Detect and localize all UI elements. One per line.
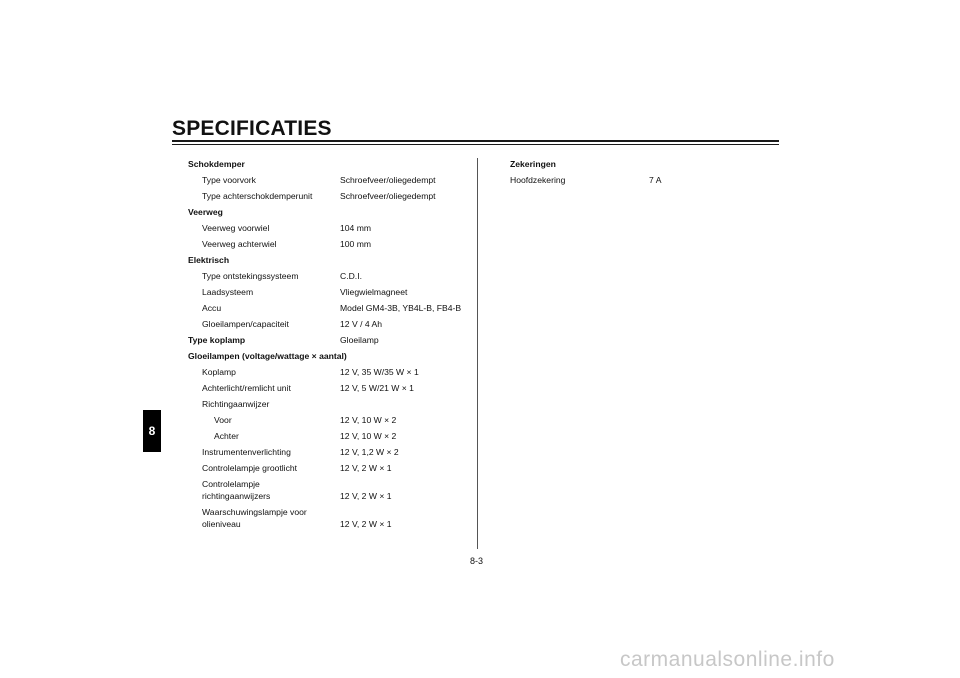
spec-value: Model GM4-3B, YB4L-B, FB4-B [340,303,462,313]
spec-row [188,428,472,444]
section-heading-label: Gloeilampen (voltage/wattage × aantal) [188,351,347,361]
spec-row [188,220,472,236]
spec-label-line: richtingaanwijzers [202,490,271,501]
spec-label: Type voorvork [202,175,256,185]
spec-value: 12 V, 1,2 W × 2 [340,447,399,457]
spec-value: 104 mm [340,223,372,233]
spec-row [188,380,472,396]
spec-value: 12 V / 4 Ah [340,319,383,329]
spec-label-line: olieniveau [202,518,241,529]
spec-value: 12 V, 35 W/35 W × 1 [340,367,419,377]
spec-label: Achter [214,431,239,441]
spec-label: Richtingaanwijzer [202,399,270,409]
spec-label-line: Controlelampje [202,479,260,489]
title-rule-thick [172,140,779,142]
section-heading-gloeilampen [188,348,472,364]
spec-row [188,364,472,380]
spec-row [188,300,472,316]
spec-label: Veerweg voorwiel [202,223,270,233]
spec-row [188,504,472,532]
section-heading-label: Type koplamp [188,335,246,345]
spec-label: Hoofdzekering [510,175,566,185]
spec-label: Accu [202,303,222,313]
spec-label: Type achterschokdemperunit [202,191,313,201]
spec-label-multiline [202,479,270,502]
spec-row [188,444,472,460]
section-heading-label: Schokdemper [188,159,245,169]
watermark: carmanualsonline.info [620,648,835,671]
spec-value: Gloeilamp [340,335,379,345]
section-heading-koplamp [188,332,472,348]
spec-label: Gloeilampen/capaciteit [202,319,289,329]
section-heading-veerweg [188,204,472,220]
spec-label-line: Waarschuwingslampje voor [202,507,307,517]
title-rule-thin [172,144,779,145]
spec-label-multiline [202,507,307,530]
spec-value: Schroefveer/oliegedempt [340,191,436,201]
section-heading-zekeringen [496,156,756,172]
spec-value: C.D.I. [340,271,362,281]
page-number: 8-3 [470,556,484,566]
spec-row [188,412,472,428]
section-heading-label: Veerweg [188,207,223,217]
page-title: SPECIFICATIES [172,117,332,140]
section-heading-elektrisch [188,252,472,268]
spec-value: 12 V, 2 W × 1 [340,490,392,501]
spec-row [188,188,472,204]
spec-row [496,172,756,188]
left-column [188,156,472,532]
right-column [496,156,756,188]
spec-value: 12 V, 10 W × 2 [340,431,397,441]
spec-row [188,268,472,284]
spec-label: Instrumentenverlichting [202,447,291,457]
spec-value: 12 V, 10 W × 2 [340,415,397,425]
spec-value: 12 V, 5 W/21 W × 1 [340,383,414,393]
spec-row [188,476,472,504]
spec-value: 12 V, 2 W × 1 [340,518,392,529]
spec-value: 12 V, 2 W × 1 [340,463,392,473]
section-heading-schokdemper [188,156,472,172]
spec-row [188,172,472,188]
spec-label: Controlelampje grootlicht [202,463,298,473]
section-heading-label: Elektrisch [188,255,230,265]
spec-value: 100 mm [340,239,372,249]
spec-label: Koplamp [202,367,236,377]
spec-value: 7 A [649,175,662,185]
spec-label: Achterlicht/remlicht unit [202,383,291,393]
spec-row [188,316,472,332]
column-divider [477,158,478,549]
spec-label: Laadsysteem [202,287,254,297]
spec-value: Vliegwielmagneet [340,287,408,297]
section-heading-label: Zekeringen [510,159,556,169]
spec-row [188,284,472,300]
chapter-tab: 8 [143,410,161,452]
spec-label: Type ontstekingssysteem [202,271,299,281]
spec-row [188,236,472,252]
spec-row [188,396,472,412]
spec-label: Voor [214,415,232,425]
spec-label: Veerweg achterwiel [202,239,277,249]
spec-row [188,460,472,476]
spec-value: Schroefveer/oliegedempt [340,175,436,185]
